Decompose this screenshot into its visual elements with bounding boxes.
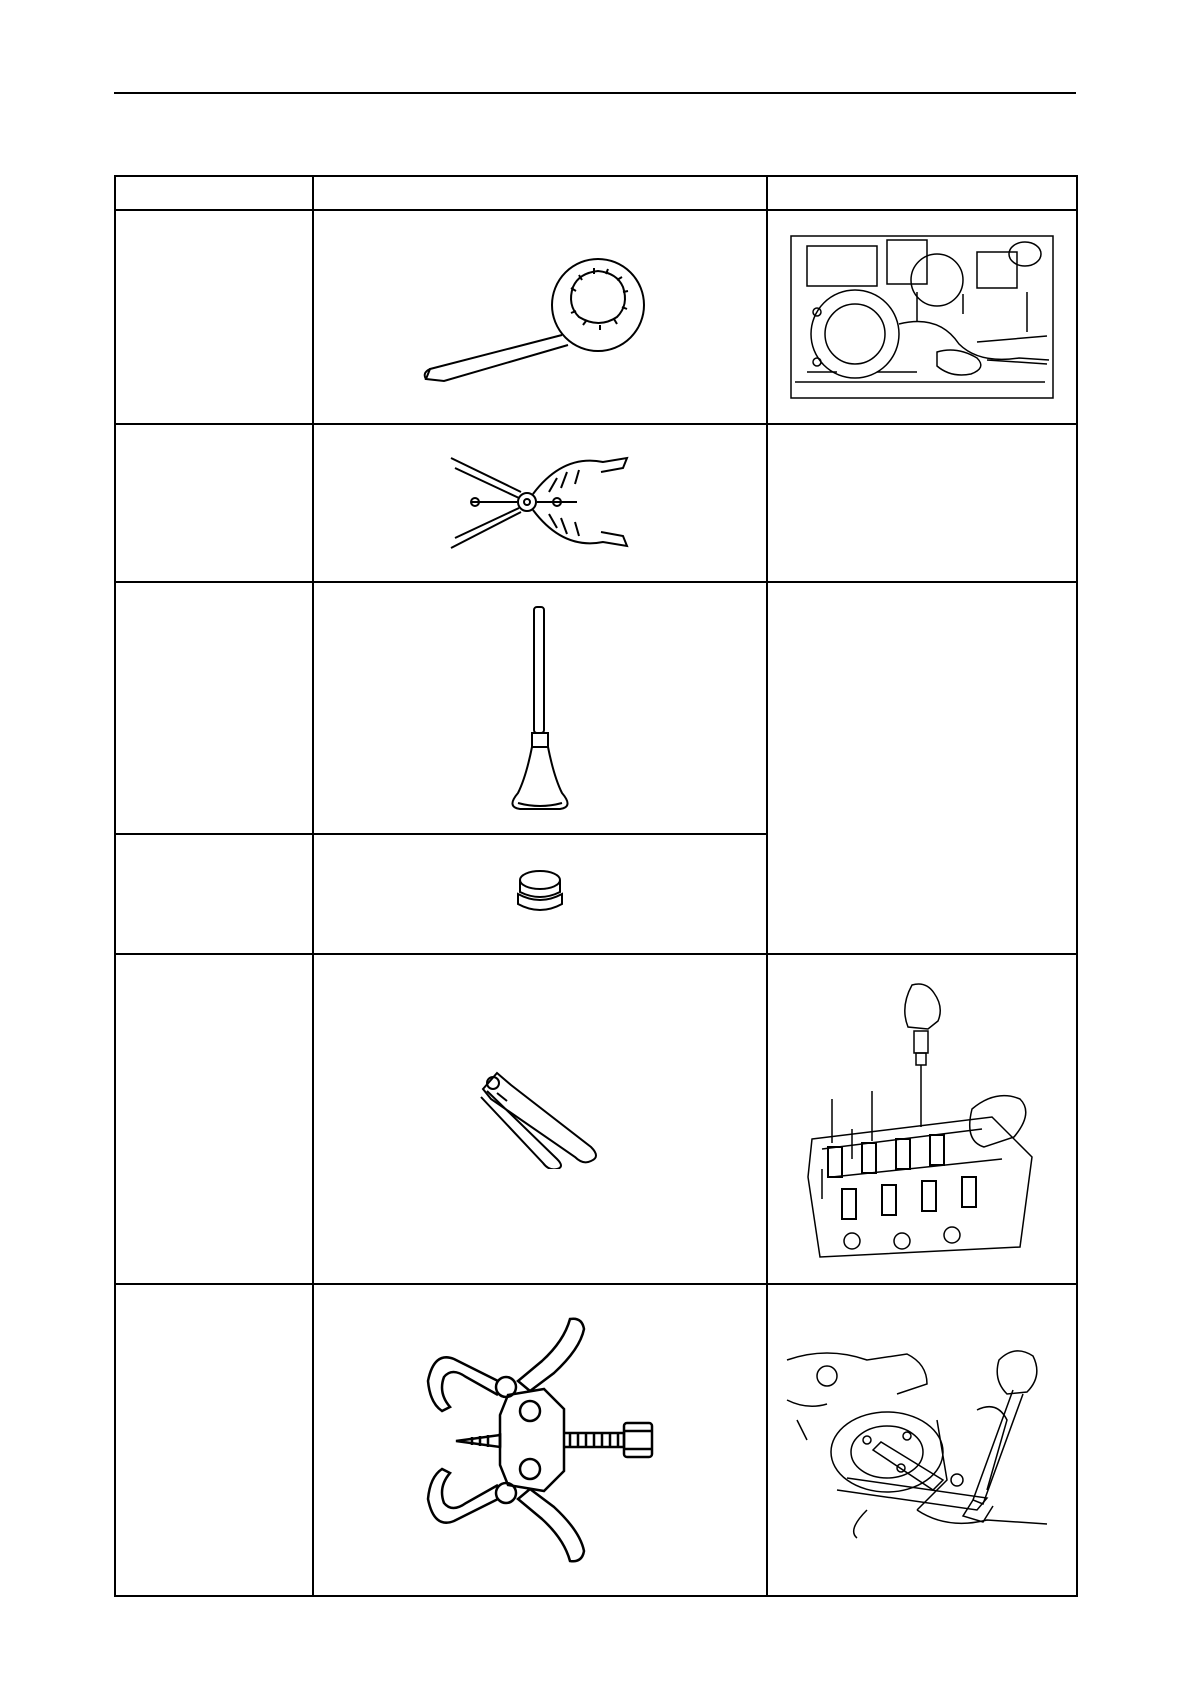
rubber-cup-icon — [510, 866, 570, 922]
feeler-gauge-icon — [475, 1069, 605, 1169]
valve-clearance-adjustment-illustration — [792, 979, 1052, 1259]
special-tools-table — [114, 175, 1078, 1597]
usage-image-cell — [767, 210, 1077, 424]
tool-name-cell — [115, 954, 313, 1284]
table-header-row — [115, 176, 1077, 210]
valve-lapping-tool-icon — [500, 603, 580, 813]
usage-image-cell — [767, 582, 1077, 954]
column-header-tool — [313, 176, 767, 210]
header-rule — [114, 92, 1076, 94]
tool-image-cell — [313, 834, 767, 954]
column-header-usage — [767, 176, 1077, 210]
tool-name-cell — [115, 424, 313, 582]
tool-name-cell — [115, 834, 313, 954]
tool-image-cell — [313, 1284, 767, 1596]
filter-wrench-icon — [410, 247, 670, 387]
tool-image-cell — [313, 954, 767, 1284]
table-row — [115, 1284, 1077, 1596]
table-row — [115, 424, 1077, 582]
gear-puller-icon — [420, 1315, 660, 1565]
pulley-removal-illustration — [777, 1340, 1067, 1540]
engine-filter-removal-illustration — [787, 232, 1057, 402]
column-header-name — [115, 176, 313, 210]
tool-name-cell — [115, 1284, 313, 1596]
table-row — [115, 210, 1077, 424]
table-row — [115, 954, 1077, 1284]
table-row — [115, 582, 1077, 834]
tool-image-cell — [313, 424, 767, 582]
filter-pliers-icon — [445, 448, 635, 558]
usage-image-cell — [767, 424, 1077, 582]
tool-image-cell — [313, 582, 767, 834]
tool-name-cell — [115, 210, 313, 424]
usage-image-cell — [767, 954, 1077, 1284]
tool-name-cell — [115, 582, 313, 834]
usage-image-cell — [767, 1284, 1077, 1596]
tool-image-cell — [313, 210, 767, 424]
